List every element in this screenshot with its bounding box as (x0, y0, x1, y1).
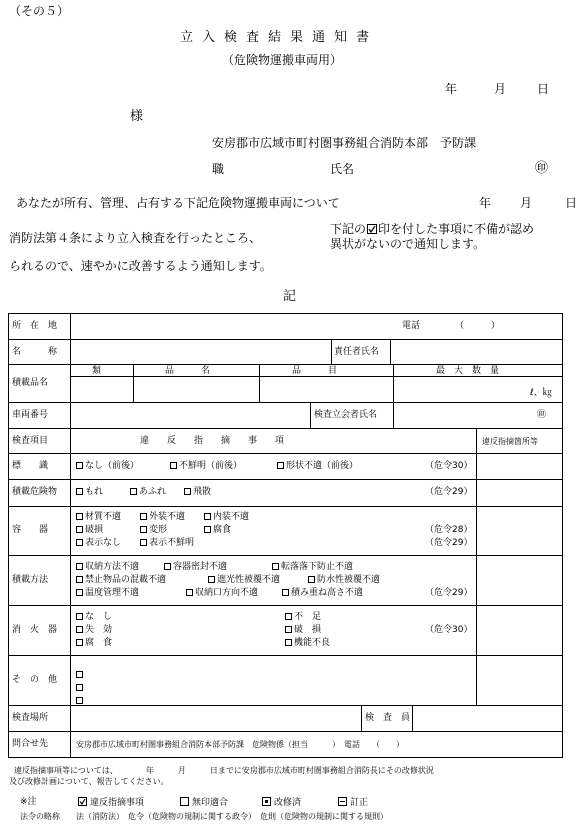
option-loading-storage[interactable]: 収納方法不適 (76, 562, 164, 573)
checkbox-icon (272, 563, 279, 570)
footer-line-1: 違反指摘事項等については、 年 月 日までに安房郡市広域市町村圏事務組合消防長にその改修状況 (14, 766, 434, 775)
body-day-label: 日 (565, 196, 578, 210)
danger-ref: （危令29） (425, 487, 473, 497)
checkbox-icon (76, 462, 83, 469)
checkbox-check-icon (78, 797, 87, 806)
label-manager: 責任者氏名 (334, 347, 380, 357)
option-sign-shape[interactable]: 形状不適（前後） (277, 461, 358, 472)
loading-ref: （危令29） (425, 588, 473, 598)
option-container-nolabel[interactable]: 表示なし (76, 538, 140, 549)
body-line-1: あなたが所有、管理、占有する下記危険物運搬車両について (16, 196, 340, 210)
body-line-2: 消防法第４条により立入検査を行ったところ、 (9, 231, 262, 245)
label-inquiry: 問合せ先 (12, 739, 49, 749)
checkbox-icon (140, 539, 147, 546)
addressee-suffix: 様 (130, 109, 144, 124)
legend-violation: 違反指摘事項 (78, 797, 144, 809)
option-container-inner[interactable]: 内装不適 (204, 512, 249, 523)
checkbox-icon (76, 526, 83, 533)
checkbox-icon (140, 513, 147, 520)
date-month-label: 月 (494, 82, 507, 96)
option-danger-overflow[interactable]: あふれ (130, 487, 184, 498)
label-kind: 類 (92, 366, 102, 376)
loading-row-1 (76, 562, 353, 573)
checkbox-icon (76, 513, 83, 520)
option-sign-none[interactable]: なし（前後） (76, 461, 170, 472)
legend-corrected: 訂正 (338, 797, 368, 809)
option-danger-scatter[interactable]: 飛散 (184, 487, 211, 498)
job-title-label: 職 (212, 162, 225, 176)
option-loading-waterproof[interactable]: 防水性被覆不適 (308, 575, 380, 586)
footer-abbreviations: 法令の略称 法（消防法） 危令（危険物の規制に関する政令） 危則（危険物の規制に関する規則） (20, 812, 388, 821)
issuer-name: 安房郡市広域市町村圏事務組合消防本部 予防課 (212, 136, 477, 150)
label-product: 品 目 (292, 366, 338, 376)
legend-compliant: 無印適合 (180, 797, 228, 809)
label-unit: ℓ、㎏ (530, 388, 552, 398)
label-extinguisher: 消 火 器 (12, 625, 58, 635)
label-sign: 標 識 (12, 461, 49, 471)
ext-left-3[interactable]: 腐 食 (76, 638, 112, 649)
checkbox-icon (76, 563, 83, 570)
checkbox-icon (76, 488, 83, 495)
option-container-corroded[interactable]: 腐食 (204, 525, 231, 536)
option-container-outer[interactable]: 外装不適 (140, 512, 204, 523)
checkbox-icon (282, 589, 289, 596)
checkbox-icon (170, 462, 177, 469)
ext-right-1[interactable]: 不 足 (285, 612, 321, 623)
label-inspector: 検 査 員 (365, 713, 411, 723)
ki-label: 記 (283, 289, 297, 304)
seal-mark: ㊞ (535, 161, 549, 176)
checkbox-icon (76, 613, 83, 620)
checkbox-icon (204, 513, 211, 520)
part-label: （その５） (9, 4, 70, 18)
checkbox-icon (76, 576, 83, 583)
legend-repaired: 改修済 (262, 797, 301, 809)
body-alt-a: 下記の 印を付した事項に不備が認め (330, 222, 535, 236)
option-loading-mixed[interactable]: 禁止物品の混載不適 (76, 575, 208, 586)
footer-line-2: 及び改修計画について、報告してください。 (9, 777, 169, 786)
container-row-1 (76, 512, 249, 523)
label-name: 名 称 (12, 347, 58, 357)
ext-left-2[interactable]: 失 効 (76, 625, 112, 636)
body-year-label: 年 (479, 196, 492, 210)
label-place: 検査場所 (12, 713, 49, 723)
option-loading-temp[interactable]: 温度管理不適 (76, 588, 186, 599)
body-line-3: られるので、速やかに改善するよう通知します。 (9, 259, 272, 273)
checkbox-icon (208, 576, 215, 583)
option-sign-blurry[interactable]: 不鮮明（前後） (170, 461, 277, 472)
checkbox-icon (285, 613, 292, 620)
label-danger: 積載危険物 (12, 487, 58, 497)
option-container-blurlabel[interactable]: 表示不鮮明 (140, 538, 194, 549)
checkbox-icon (277, 462, 284, 469)
label-phone: 電話 (402, 321, 421, 331)
date-year-label: 年 (445, 82, 458, 96)
container-ref-2: （危令29） (425, 538, 473, 548)
checkbox-icon (76, 639, 83, 646)
checkbox-filled-icon (262, 797, 271, 806)
label-loaded: 積載品名 (12, 378, 49, 388)
label-vehicle-no: 車両番号 (12, 410, 49, 420)
option-container-deformed[interactable]: 変形 (140, 525, 204, 536)
checkbox-icon (76, 539, 83, 546)
loading-row-3 (76, 588, 363, 599)
label-violation-loc: 違反指摘箇所等 (482, 437, 538, 446)
option-container-material[interactable]: 材質不適 (76, 512, 140, 523)
container-ref-1: （危令28） (425, 525, 473, 535)
checkbox-icon (164, 563, 171, 570)
label-insp-item: 検査項目 (12, 436, 49, 446)
ext-left-1[interactable]: な し (76, 612, 112, 623)
inquiry-text: 安房郡市広域市町村圏事務組合消防本部予防課 危険物係（担当 ） 電話 （ ） (76, 740, 404, 749)
checkbox-icon (76, 589, 83, 596)
checkbox-icon (204, 526, 211, 533)
body-month-label: 月 (520, 196, 533, 210)
checkbox-icon (76, 626, 83, 633)
checkbox-icon (130, 488, 137, 495)
label-witness: 検査立会者氏名 (314, 410, 378, 420)
container-row-2 (76, 525, 231, 536)
checkbox-icon (186, 589, 193, 596)
loading-row-2 (76, 575, 380, 586)
checkbox-icon (140, 526, 147, 533)
checkbox-icon (285, 639, 292, 646)
checkbox-icon (308, 576, 315, 583)
ext-ref: （危令30） (425, 625, 473, 635)
option-danger-leak[interactable]: もれ (76, 487, 130, 498)
option-loading-direction[interactable]: 収納口方向不適 (186, 588, 282, 599)
checkbox-icon (76, 697, 83, 704)
person-name-label: 氏名 (330, 162, 355, 176)
checkbox-lined-icon (338, 797, 347, 806)
body-alt-c: 異状がないので通知します。 (330, 237, 486, 251)
document-title: 立入検査結果通知書 (180, 30, 379, 45)
label-item-name: 品 名 (165, 366, 211, 376)
checkbox-icon (180, 797, 189, 806)
phone-paren: （ ） (455, 321, 501, 331)
sign-options (76, 461, 358, 472)
option-loading-shade[interactable]: 遮光性被覆不適 (208, 575, 308, 586)
label-violation: 違 反 指 摘 事 項 (140, 436, 285, 446)
label-loading: 積載方法 (12, 575, 49, 585)
label-other: そ の 他 (12, 675, 58, 685)
container-row-3 (76, 538, 194, 549)
ext-right-2[interactable]: 破 損 (285, 625, 321, 636)
label-container: 容 器 (12, 525, 49, 535)
sign-ref: （危令30） (425, 461, 473, 471)
label-max-qty: 最 大 数 量 (436, 366, 500, 376)
option-loading-seal[interactable]: 容器密封不適 (164, 562, 272, 573)
ext-right-3[interactable]: 機能不良 (285, 638, 330, 649)
danger-options (76, 487, 211, 498)
label-location: 所 在 地 (12, 321, 58, 331)
date-day-label: 日 (537, 82, 550, 96)
checkbox-icon (285, 626, 292, 633)
option-loading-fall[interactable]: 転落落下防止不適 (272, 562, 353, 573)
witness-seal: ㊞ (537, 410, 547, 420)
option-loading-stack[interactable]: 積み重ね高さ不適 (282, 588, 363, 599)
checkbox-icon (184, 488, 191, 495)
document-subtitle: （危険物運搬車両用） (222, 53, 343, 67)
footer-note: ※注 (20, 797, 37, 807)
option-container-broken[interactable]: 破損 (76, 525, 140, 536)
other-checkbox-3[interactable] (76, 688, 85, 707)
